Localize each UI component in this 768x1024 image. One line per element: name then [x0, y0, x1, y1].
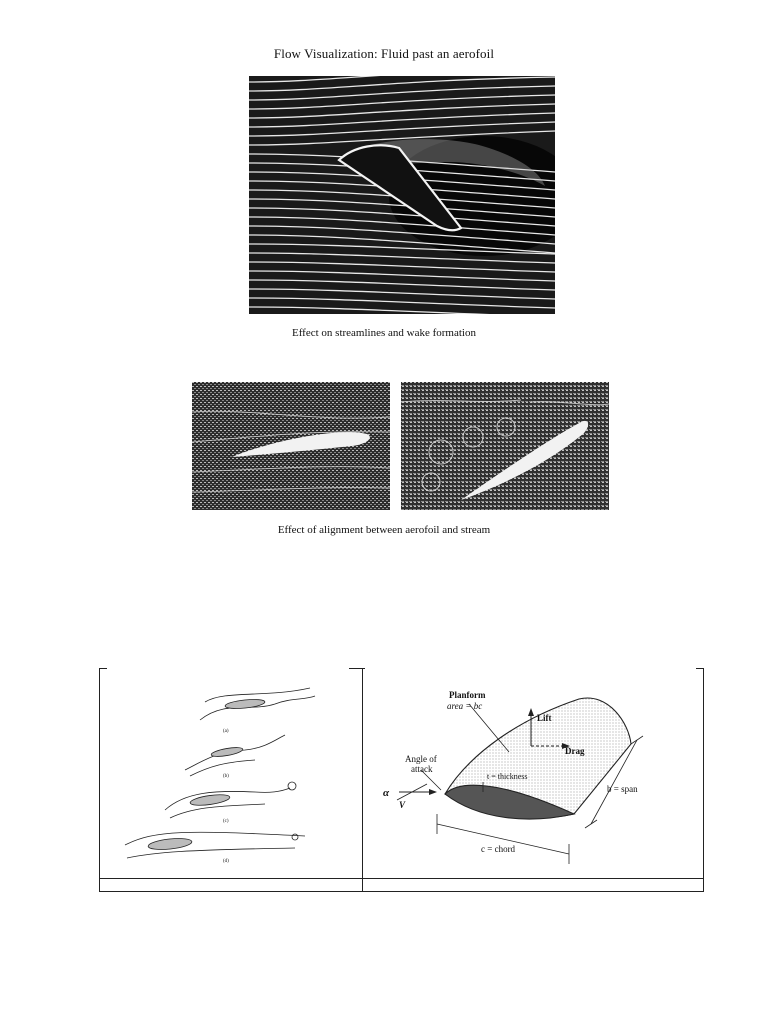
aerofoil-flow-photo	[249, 76, 555, 314]
label-angle-1: Angle of	[405, 754, 437, 764]
label-drag: Drag	[565, 746, 585, 756]
sketch-label-d: (d)	[223, 859, 229, 864]
sketch-label-b: (b)	[223, 774, 229, 779]
sketch-label-a: (a)	[223, 729, 229, 734]
wing-geometry-diagram	[369, 674, 699, 876]
aerofoil-sketches-panel	[115, 680, 355, 876]
label-thickness: t = thickness	[487, 772, 528, 781]
label-planform: Planform	[449, 690, 486, 700]
aligned-aerofoil-photo	[192, 382, 390, 510]
sketch-label-c: (c)	[223, 819, 229, 824]
stalled-aerofoil-photo	[401, 382, 609, 510]
caption-alignment: Effect of alignment between aerofoil and stream	[277, 524, 491, 536]
label-alpha: α	[383, 787, 390, 799]
caption-streamlines: Effect on streamlines and wake formation	[292, 327, 476, 339]
label-planform-area: area = bc	[447, 701, 483, 711]
label-lift: Lift	[537, 713, 552, 723]
label-chord: c = chord	[481, 844, 516, 854]
label-velocity: V	[399, 800, 406, 810]
streamline-image	[249, 76, 555, 314]
label-angle-2: attack	[411, 764, 433, 774]
diagram-table	[99, 668, 704, 892]
label-span: b = span	[607, 784, 638, 794]
page-title: Flow Visualization: Fluid past an aerofoil	[273, 46, 495, 61]
